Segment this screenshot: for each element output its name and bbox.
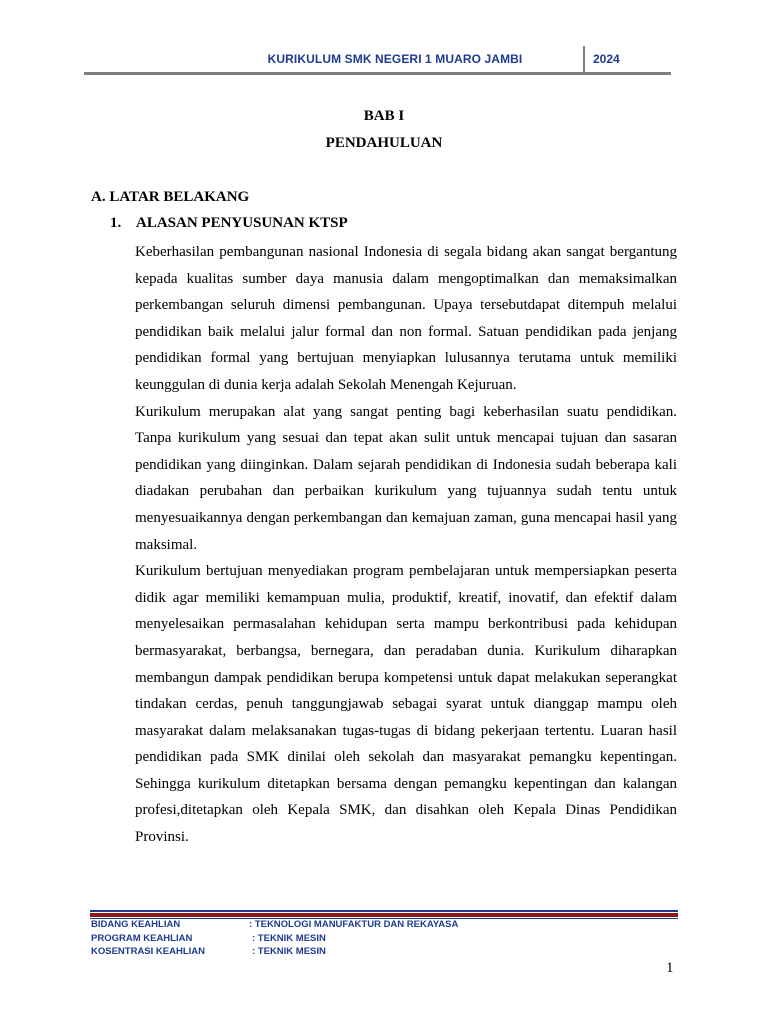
section-heading: A. LATAR BELAKANG	[91, 189, 250, 205]
header-title: KURIKULUM SMK NEGERI 1 MUARO JAMBI	[267, 52, 523, 66]
paragraph: Keberhasilan pembangunan nasional Indonesia di segala bidang akan sangat bergantung kepada kualitas sumber daya manusia dalam mengoptimalkan dan memaksimalkan perkembangan seluruh dimensi pembangunan. Upaya tersebutdapat ditempuh melalui pendidikan baik melalui jalur formal dan non formal. Satuan pendidikan pada jenjang pendidikan formal yang bertujuan menyiapkan lulusannya terutama untuk memiliki keunggulan di dunia kerja adalah Sekolah Menengah Kejuruan.	[135, 244, 677, 393]
footer-row-bidang	[91, 919, 459, 930]
footer-rule	[90, 910, 678, 919]
header-divider	[583, 46, 585, 74]
page-number: 1	[666, 960, 674, 976]
footer-label: PROGRAM KEAHLIAN	[91, 933, 193, 944]
footer-value: : TEKNIK MESIN	[252, 933, 326, 944]
paragraph: Kurikulum merupakan alat yang sangat penting bagi keberhasilan suatu pendidikan. Tanpa kurikulum yang sesuai dan tepat akan sulit untuk mencapai tujuan dan sasaran pendidikan yang diinginkan. Dalam sejarah pendidikan di Indonesia sudah beberapa kali diadakan perubahan dan perbaikan kurikulum yang tujuannya sudah tentu untuk menyesuaikannya dengan perkembangan dan kemajuan zaman, guna mencapai hasil yang maksimal.	[135, 403, 677, 553]
body-text	[135, 239, 677, 851]
subsection-title: ALASAN PENYUSUNAN KTSP	[136, 215, 348, 231]
chapter-number: BAB I	[363, 108, 405, 124]
chapter-title: PENDAHULUAN	[325, 135, 443, 151]
footer-value: : TEKNOLOGI MANUFAKTUR DAN REKAYASA	[249, 919, 459, 930]
footer-label: BIDANG KEAHLIAN	[91, 919, 181, 930]
footer-value: : TEKNIK MESIN	[252, 946, 326, 957]
header-year: 2024	[593, 52, 620, 66]
subsection-heading	[110, 215, 348, 232]
footer-label: KOSENTRASI KEAHLIAN	[91, 946, 206, 957]
footer-row-program	[91, 933, 326, 944]
header-rule	[84, 72, 671, 75]
subsection-number: 1.	[110, 215, 122, 231]
paragraph: Kurikulum bertujuan menyediakan program pembelajaran untuk mempersiapkan peserta didik agar memiliki kemampuan mulia, produktif, kreatif, inovatif, dan efektif dalam menyelesaikan permasalahan kehidupan serta mampu berkontribusi pada kehidupan bermasyarakat, berbangsa, bernegara, dan peradaban dunia. Kurikulum diharapkan membangun dampak pendidikan berupa kompetensi untuk dapat melakukan seperangkat tindakan cerdas, penuh tanggungjawab sebagai syarat untuk dianggap mampu oleh masyarakat dalam melaksanakan tugas-tugas di bidang pekerjaan tertentu. Luaran hasil pendidikan pada SMK dinilai oleh sekolah dan masyarakat pemangku kepentingan. Sehingga kurikulum ditetapkan bersama dengan pemangku kepentingan dan kalangan profesi,ditetapkan oleh Kepala SMK, dan disahkan oleh Kepala Dinas Pendidikan Provinsi.	[135, 563, 677, 846]
footer-row-kosentrasi	[91, 946, 326, 957]
